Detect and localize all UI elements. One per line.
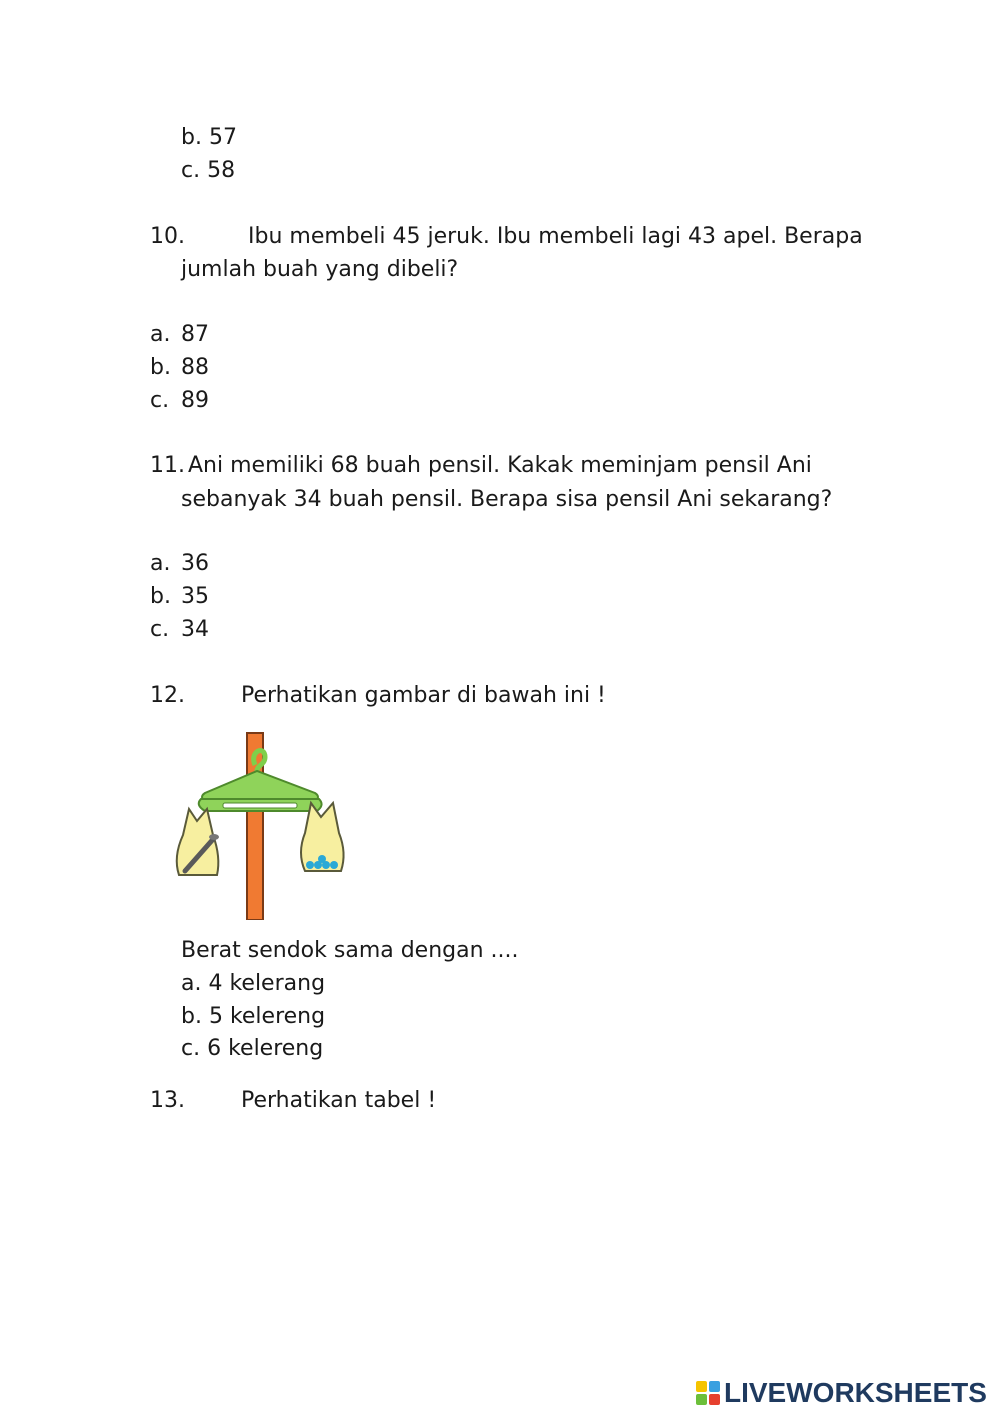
q11-text-line1: Ani memiliki 68 buah pensil. Kakak meminjam pensil Ani (188, 453, 812, 478)
liveworksheets-logo-icon (696, 1381, 720, 1405)
prev-option-c: c. 58 (181, 158, 236, 183)
liveworksheets-logo (696, 1378, 987, 1408)
prev-option-b: b. 57 (181, 125, 237, 150)
q11-text-line2: sebanyak 34 buah pensil. Berapa sisa pensil Ani sekarang? (181, 487, 833, 512)
q12-option-b: b. 5 kelereng (181, 1004, 326, 1029)
q10-text-line2: jumlah buah yang dibeli? (181, 257, 459, 282)
hanger-balance-icon (165, 725, 365, 920)
q13-prompt: Perhatikan tabel ! (241, 1088, 437, 1113)
q12-question: Berat sendok sama dengan .... (181, 938, 519, 963)
q10-number: 10. (150, 224, 185, 249)
brand-name: LIVEWORKSHEETS (724, 1377, 987, 1408)
q12-option-c: c. 6 kelereng (181, 1036, 324, 1061)
q10-text-line1: Ibu membeli 45 jeruk. Ibu membeli lagi 43 apel. Berapa (248, 224, 863, 249)
q13-number: 13. (150, 1088, 185, 1113)
q11-option-b-letter: b. (150, 584, 171, 609)
q10-option-b-value: 88 (181, 355, 209, 380)
q12-prompt: Perhatikan gambar di bawah ini ! (241, 683, 606, 708)
q11-option-b-value: 35 (181, 584, 209, 609)
q10-option-c-letter: c. (150, 388, 170, 413)
q11-option-c-value: 34 (181, 617, 209, 642)
q10-option-a-value: 87 (181, 322, 209, 347)
q11-option-a-letter: a. (150, 551, 171, 576)
q10-option-a-letter: a. (150, 322, 171, 347)
q11-option-c-letter: c. (150, 617, 170, 642)
q11-option-a-value: 36 (181, 551, 209, 576)
q12-number: 12. (150, 683, 185, 708)
q12-option-a: a. 4 kelerang (181, 971, 326, 996)
q10-option-b-letter: b. (150, 355, 171, 380)
q11-number: 11. (150, 453, 185, 478)
q10-option-c-value: 89 (181, 388, 209, 413)
